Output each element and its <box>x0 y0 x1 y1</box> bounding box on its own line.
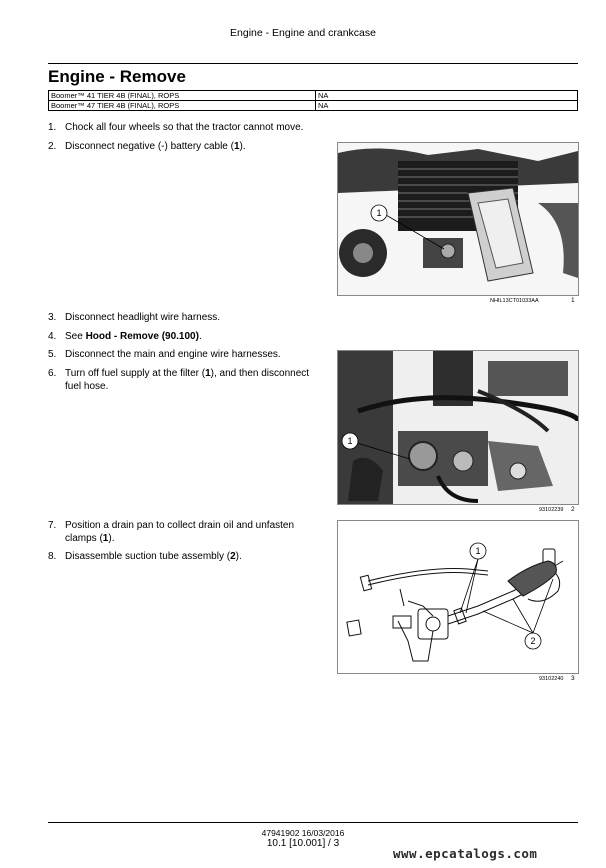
footer-doc-ref: 47941902 16/03/2016 <box>261 828 345 838</box>
step-text: See Hood - Remove (90.100). <box>65 331 202 342</box>
figure-code: 93102239 <box>539 507 564 513</box>
footer-page-ref: 10.1 [10.001] / 3 <box>266 838 340 849</box>
footer-divider <box>48 822 578 823</box>
model-cell: Boomer™ 47 TIER 4B (FINAL), ROPS <box>49 101 316 111</box>
model-cell: Boomer™ 41 TIER 4B (FINAL), ROPS <box>49 91 316 101</box>
figure-3-callout-2: 2 <box>530 636 536 646</box>
step-4 <box>48 330 338 344</box>
step-number: 6. <box>48 368 57 379</box>
step-text: Disconnect headlight wire harness. <box>65 312 221 323</box>
figure-number: 2 <box>571 506 575 513</box>
value-cell: NA <box>316 91 578 101</box>
step-number: 7. <box>48 520 57 531</box>
header-divider <box>48 63 578 64</box>
step-3 <box>48 311 338 325</box>
figure-number: 3 <box>571 675 575 682</box>
figure-1-callout-1: 1 <box>376 208 382 218</box>
step-number: 3. <box>48 312 57 323</box>
figure-3-callout-1: 1 <box>475 546 481 556</box>
figure-code: NHIL13CT01033AA <box>490 298 539 304</box>
step-number: 2. <box>48 141 57 152</box>
step-2 <box>48 140 338 154</box>
applicability-row <box>49 91 578 101</box>
step-number: 5. <box>48 349 57 360</box>
section-title: Engine - Remove <box>48 67 186 86</box>
step-text: Disconnect negative (-) battery cable (1). <box>65 141 246 152</box>
step-number: 4. <box>48 331 57 342</box>
step-6 <box>48 367 338 395</box>
page-header-title: Engine - Engine and crankcase <box>230 27 376 39</box>
step-text: Turn off fuel supply at the filter (1), and then disconnect fuel hose. <box>65 368 310 392</box>
step-8 <box>48 550 338 564</box>
step-text: Chock all four wheels so that the tractor cannot move. <box>65 122 304 133</box>
step-number: 1. <box>48 122 57 133</box>
figure-3-image <box>337 520 579 674</box>
applicability-row <box>49 101 578 111</box>
step-text: Disconnect the main and engine wire harnesses. <box>65 349 281 360</box>
figure-2-image <box>337 350 579 505</box>
applicability-table <box>48 90 578 111</box>
figure-2-callout-1: 1 <box>347 436 353 446</box>
figure-1-image <box>337 142 579 296</box>
step-number: 8. <box>48 551 57 562</box>
watermark-text: www.epcatalogs.com <box>393 846 538 861</box>
step-7 <box>48 519 338 547</box>
step-5 <box>48 348 338 362</box>
step-1 <box>48 121 338 135</box>
step-text: Position a drain pan to collect drain oil and unfasten clamps (1). <box>65 520 295 544</box>
value-cell: NA <box>316 101 578 111</box>
figure-code: 93102240 <box>539 676 564 682</box>
step-text: Disassemble suction tube assembly (2). <box>65 551 242 562</box>
figure-number: 1 <box>571 297 575 304</box>
